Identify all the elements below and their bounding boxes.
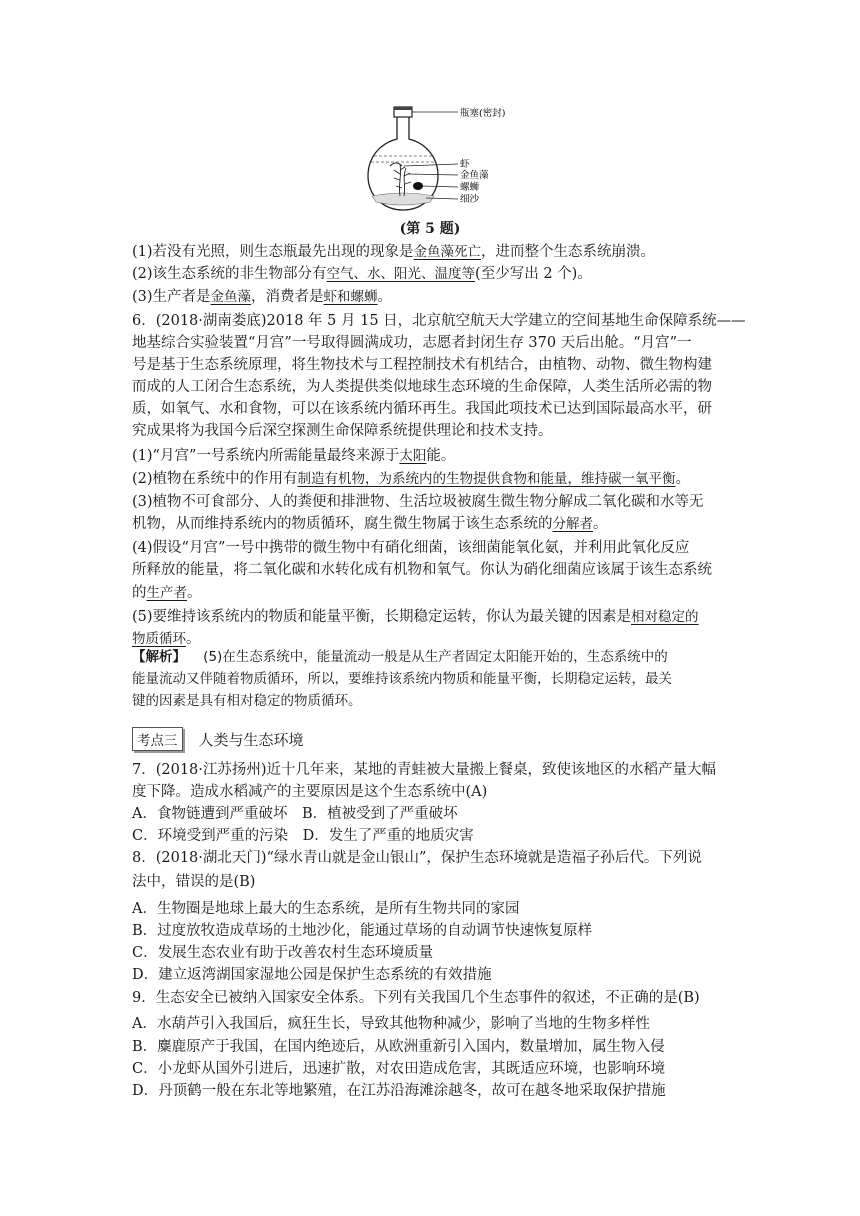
- answer-blank: 太阳: [399, 448, 427, 464]
- section-tag: 考点三: [132, 727, 183, 751]
- text-segment: (1)“月宫”一号系统内所需能量最终来源于: [132, 448, 400, 464]
- label-sand: 细沙: [460, 194, 480, 205]
- text-line: [132, 376, 732, 398]
- question-line: C．环境受到严重的污染 D．发生了严重的地质灾害: [132, 828, 474, 844]
- text-line: [132, 420, 732, 442]
- question-line: D．建立返湾湖国家湿地公园是保护生态系统的有效措施: [132, 967, 492, 983]
- question-line: B．麋鹿原产于我国，在国内绝迹后，从欧洲重新引入国内，数量增加，属生物入侵: [132, 1039, 665, 1055]
- text-segment: ，进而整个生态系统崩溃。: [481, 244, 656, 260]
- answer-blank: 金鱼藻: [210, 289, 252, 305]
- text-line: [132, 468, 732, 490]
- text-line: [132, 286, 732, 308]
- text-segment: 所释放的能量，将二氧化碳和水转化成有机物和氧气。你认为硝化细菌应该属于该生态系统: [132, 562, 712, 578]
- question-line: 8．(2018·湖北天门)“绿水青山就是金山银山”，保护生态环境就是造福子孙后代。下列说: [132, 850, 702, 866]
- answer-blank: 虾和螺蛳: [323, 289, 378, 305]
- answer-blank: 空气、水、阳光、温度等: [326, 266, 476, 282]
- question-line: C．发展生态农业有助于改善农村生态环境质量: [132, 945, 434, 961]
- text-segment: 质，如氧气、水和食物，可以在该系统内循环再生。我国此项技术已达到国际最高水平，研: [132, 401, 712, 417]
- text-segment: 能。: [426, 448, 456, 464]
- figure-caption: (第 5 题): [399, 221, 461, 237]
- label-shrimp: 虾: [460, 159, 470, 170]
- text-line: [132, 537, 732, 559]
- text-segment: (2)该生态系统的非生物部分有: [132, 266, 327, 282]
- text-segment: (3)植物不可食部分、人的粪便和排泄物、生活垃圾被腐生微生物分解成二氧化碳和水等无: [132, 494, 704, 510]
- section-title: 人类与生态环境: [198, 730, 304, 749]
- text-segment: 而成的人工闭合生态系统，为人类提供类似地球生态环境的生命保障，人类生活所必需的物: [132, 379, 712, 395]
- text-segment: 。: [675, 471, 691, 487]
- question-line: B．过度放牧造成草场的土地沙化，能通过草场的自动调节快速恢复原样: [132, 923, 593, 939]
- question-line: C．小龙虾从国外引进后，迅速扩散，对农田造成危害，其既适应环境，也影响环境: [132, 1061, 666, 1077]
- text-segment: (至少写出 2 个)。: [475, 266, 592, 282]
- text-segment: (5)要维持该系统内的物质和能量平衡，长期稳定运转，你认为最关键的因素是: [132, 609, 632, 625]
- label-hornwort: 金鱼藻: [460, 170, 489, 181]
- text-segment: 究成果将为我国今后深空探测生命保障系统提供理论和技术支持。: [132, 423, 553, 439]
- answer-blank: 分解者: [552, 516, 593, 532]
- label-stopper: 瓶塞(密封): [460, 108, 506, 119]
- text-line: [132, 241, 732, 263]
- text-segment: (4)假设“月宫”一号中携带的微生物中有硝化细菌，该细菌能氧化氨，并利用此氧化反应: [132, 540, 690, 556]
- text-segment: 号是基于生态系统原理，将生物技术与工程控制技术有机结合，由植物、动物、微生物构建: [132, 357, 712, 373]
- analysis-line-2: 能量流动又伴随着物质循环，所以，要维持该系统内物质和能量平衡，长期稳定运转，最关: [132, 671, 672, 687]
- hornwort-plant: [394, 164, 411, 196]
- answer-blank: 金鱼藻死亡: [413, 244, 482, 260]
- answer-blank: 物质循环: [132, 631, 186, 647]
- analysis-line-3: 键的因素是具有相对稳定的物质循环。: [132, 693, 362, 709]
- text-line: [132, 559, 732, 581]
- text-segment: 机物，从而维持系统内的物质循环，腐生微生物属于该生态系统的: [132, 516, 553, 532]
- text-line: [132, 354, 732, 376]
- question-line: 9．生态安全已被纳入国家安全体系。下列有关我国几个生态事件的叙述，不正确的是(B): [132, 990, 700, 1006]
- text-segment: 。: [593, 516, 608, 532]
- text-line: [132, 398, 732, 420]
- text-line: [132, 513, 732, 535]
- text-segment: (1)若没有光照，则生态瓶最先出现的现象是: [132, 244, 414, 260]
- text-line: [132, 263, 732, 285]
- text-line: [132, 445, 732, 467]
- ecosystem-flask-figure: [360, 104, 520, 218]
- label-snail: 螺蛳: [460, 182, 480, 193]
- text-line: [132, 582, 732, 604]
- text-segment: 地基综合实验装置“月宫”一号取得圆满成功，志愿者封闭生存 370 天后出舱。“月宫”一: [132, 335, 692, 351]
- answer-blank: 生产者: [146, 585, 187, 601]
- text-segment: (2)植物在系统中的作用有: [132, 471, 298, 487]
- text-segment: 。: [377, 289, 393, 305]
- question-line: A．水葫芦引入我国后，疯狂生长，导致其他物种减少，影响了当地的生物多样性: [132, 1016, 650, 1032]
- question-line: 7．(2018·江苏扬州)近十几年来，某地的青蛙被大量搬上餐桌，致使该地区的水稻产量大幅: [132, 762, 717, 778]
- question-line: D．丹顶鹤一般在东北等地繁殖，在江苏沿海滩涂越冬，故可在越冬地采取保护措施: [132, 1083, 666, 1099]
- analysis-label: 【解析】: [132, 649, 186, 665]
- text-segment: 6．(2018·湖南娄底)2018 年 5 月 15 日，北京航空航天大学建立的空间基地生命保障系统——: [132, 313, 746, 329]
- text-line: [132, 606, 732, 628]
- text-segment: ，消费者是: [251, 289, 324, 305]
- answer-blank: 制造有机物，为系统内的生物提供食物和能量，维持碳一氧平衡: [297, 471, 676, 487]
- analysis-line-1: [132, 646, 732, 668]
- text-segment: 。: [186, 631, 201, 647]
- analysis-text-1: (5)在生态系统中，能量流动一般是从生产者固定太阳能开始的，生态系统中的: [203, 649, 668, 665]
- text-segment: (3)生产者是: [132, 289, 211, 305]
- sand-layer: [372, 193, 434, 205]
- answer-blank: 相对稳定的: [631, 609, 699, 625]
- text-line: [132, 332, 732, 354]
- text-segment: 的: [132, 585, 147, 601]
- question-line: A．食物链遭到严重破坏 B．植被受到了严重破坏: [132, 806, 458, 822]
- text-line: [132, 310, 746, 332]
- section-header: [132, 725, 304, 753]
- question-line: 度下降。造成水稻减产的主要原因是这个生态系统中(A): [132, 784, 488, 800]
- text-segment: 。: [187, 585, 202, 601]
- question-line: A．生物圈是地球上最大的生态系统，是所有生物共同的家园: [132, 901, 520, 917]
- text-line: [132, 491, 732, 513]
- question-line: 法中，错误的是(B): [132, 874, 256, 890]
- snail: [413, 182, 423, 190]
